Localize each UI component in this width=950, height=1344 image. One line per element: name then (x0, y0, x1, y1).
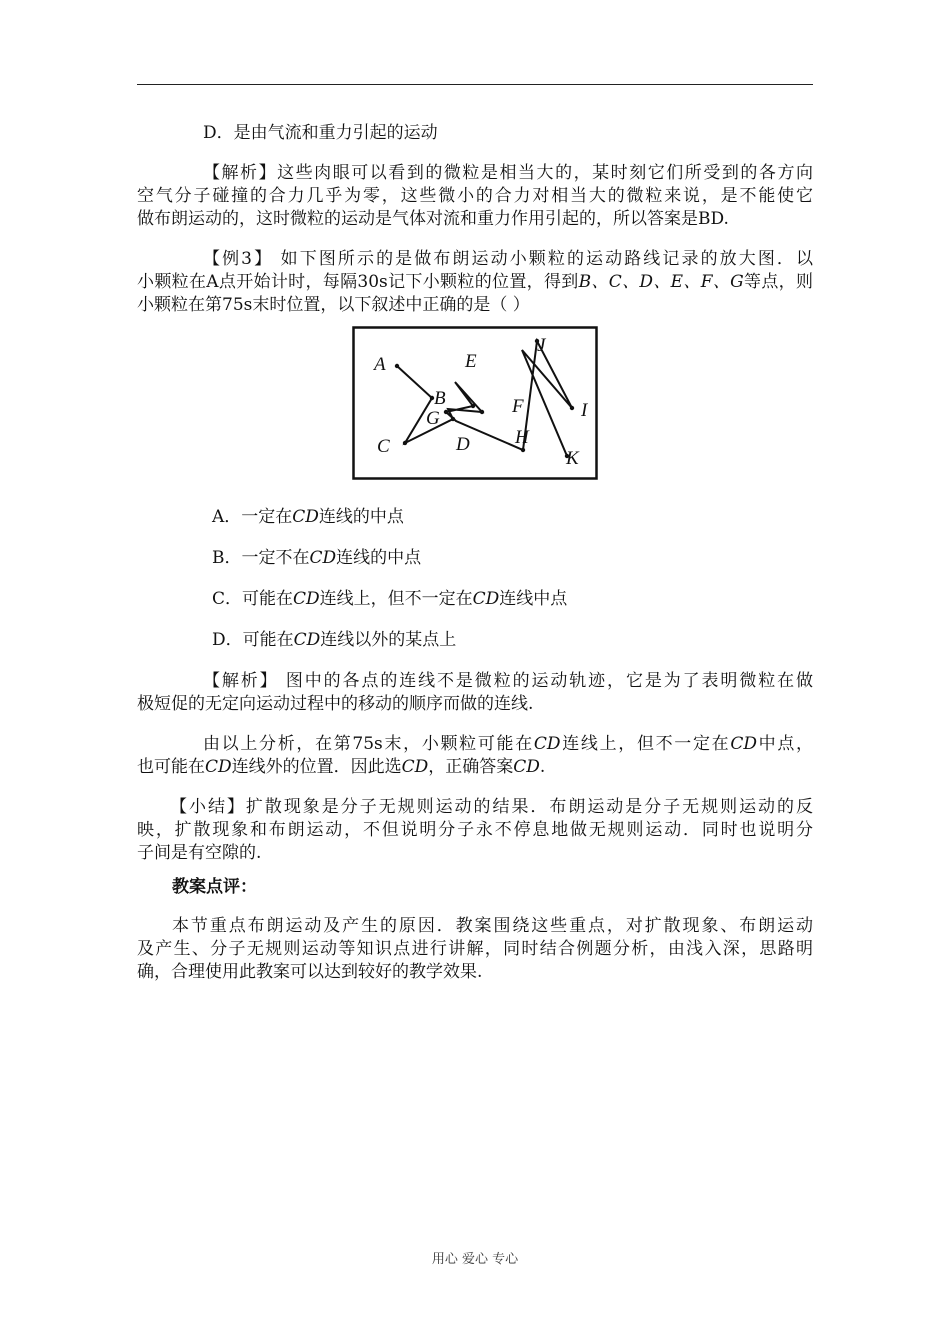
example3-text: 等点，则 (743, 272, 813, 292)
option-a (212, 506, 888, 529)
conclusion-text: 也可能在 (137, 757, 205, 777)
analysis2-line1: 【解析】 图中的各点的连线不是微粒的运动轨迹，它是为了表明微粒在做 (203, 671, 813, 691)
option-c-text: C．可能在 (212, 589, 294, 609)
label-i: I (581, 400, 588, 421)
label-c: C (377, 436, 390, 457)
review-line2: 及产生、分子无规则运动等知识点进行讲解，同时结合例题分析，由浅入深，思路明 (137, 939, 813, 959)
point-g (444, 410, 448, 414)
analysis1-line2: 空气分子碰撞的合力几乎为零，这些微小的合力对相当大的微粒来说，是不能使它 (137, 186, 813, 206)
label-a: A (374, 354, 386, 375)
label-e: E (465, 351, 477, 372)
analysis1-line1: 【解析】这些肉眼可以看到的微粒是相当大的，某时刻它们所受到的各方向 (203, 163, 813, 183)
page-footer: 用心 爱心 专心 (431, 1252, 519, 1267)
example3-line3: 小颗粒在第75s末时位置，以下叙述中正确的是（ ） (137, 295, 530, 315)
example3-text: 小颗粒在A点开始计时，每隔30s记下小颗粒的位置，得到 (137, 272, 579, 292)
conclusion-line1 (203, 733, 813, 756)
analysis2-line2: 极短促的无定向运动过程中的移动的顺序而做的连线. (137, 694, 534, 714)
option-d (212, 629, 888, 652)
label-h: H (515, 427, 529, 448)
conclusion-cd: CD (513, 757, 540, 777)
conclusion-text: 连线外的位置．因此选 (231, 757, 402, 777)
label-d: D (456, 434, 470, 455)
conclusion-text: 连线上，但不一定在 (560, 734, 731, 754)
label-k: K (566, 448, 579, 469)
option-c-cd: CD (472, 589, 500, 609)
summary-line2: 映，扩散现象和布朗运动，不但说明分子永不停息地做无规则运动．同时也说明分 (137, 820, 813, 840)
label-j: J (537, 335, 546, 356)
option-a-text: 连线的中点 (318, 507, 404, 527)
path-line (397, 341, 572, 456)
option-d-text: 连线以外的某点上 (320, 630, 457, 650)
option-d-cd: CD (293, 630, 321, 650)
conclusion-text: 中点， (756, 734, 814, 754)
option-d-previous: D．是由气流和重力引起的运动 (203, 123, 438, 143)
summary-line1: 【小结】扩散现象是分子无规则运动的结果．布朗运动是分子无规则运动的反 (170, 797, 813, 817)
conclusion-text: . (539, 757, 546, 777)
conclusion-cd: CD (205, 757, 232, 777)
point-h (521, 448, 525, 452)
example3-points: B、C、D、E、F、G (578, 272, 744, 292)
option-a-text: A．一定在 (212, 507, 293, 527)
summary-line3: 子间是有空隙的. (137, 843, 262, 863)
point-d (451, 417, 455, 421)
point-i (570, 406, 574, 410)
conclusion-text: 由以上分析，在第75s末，小颗粒可能在 (203, 734, 534, 754)
option-b-cd: CD (309, 548, 337, 568)
point-f (480, 410, 484, 414)
label-f: F (512, 396, 524, 417)
review-line3: 确，合理使用此教案可以达到较好的教学效果. (137, 962, 483, 982)
conclusion-cd: CD (401, 757, 429, 777)
review-title: 教案点评： (172, 877, 257, 897)
label-g: G (426, 408, 440, 429)
label-b: B (434, 388, 446, 409)
conclusion-cd: CD (730, 734, 757, 754)
analysis1-line3: 做布朗运动的，这时微粒的运动是气体对流和重力作用引起的，所以答案是BD. (137, 209, 729, 229)
conclusion-line2 (137, 756, 813, 779)
option-c (212, 588, 888, 611)
example3-line2 (137, 271, 813, 294)
option-b-text: B．一定不在 (212, 548, 310, 568)
option-a-cd: CD (292, 507, 319, 527)
review-line1: 本节重点布朗运动及产生的原因．教案围绕这些重点，对扩散现象、布朗运动 (172, 916, 813, 936)
option-c-text: 连线中点 (499, 589, 568, 609)
point-e (471, 404, 475, 408)
point-c (403, 441, 407, 445)
point-a (395, 364, 399, 368)
option-b (212, 547, 888, 570)
header-rule (137, 84, 813, 85)
example3-line1: 【例3】 如下图所示的是做布朗运动小颗粒的运动路线记录的放大图．以 (203, 249, 813, 269)
option-c-text: 连线上，但不一定在 (319, 589, 473, 609)
brownian-path-figure (352, 326, 598, 480)
option-b-text: 连线的中点 (336, 548, 422, 568)
conclusion-text: ，正确答案 (428, 757, 514, 777)
option-c-cd: CD (293, 589, 320, 609)
option-d-text: D．可能在 (212, 630, 294, 650)
conclusion-cd: CD (533, 734, 561, 754)
